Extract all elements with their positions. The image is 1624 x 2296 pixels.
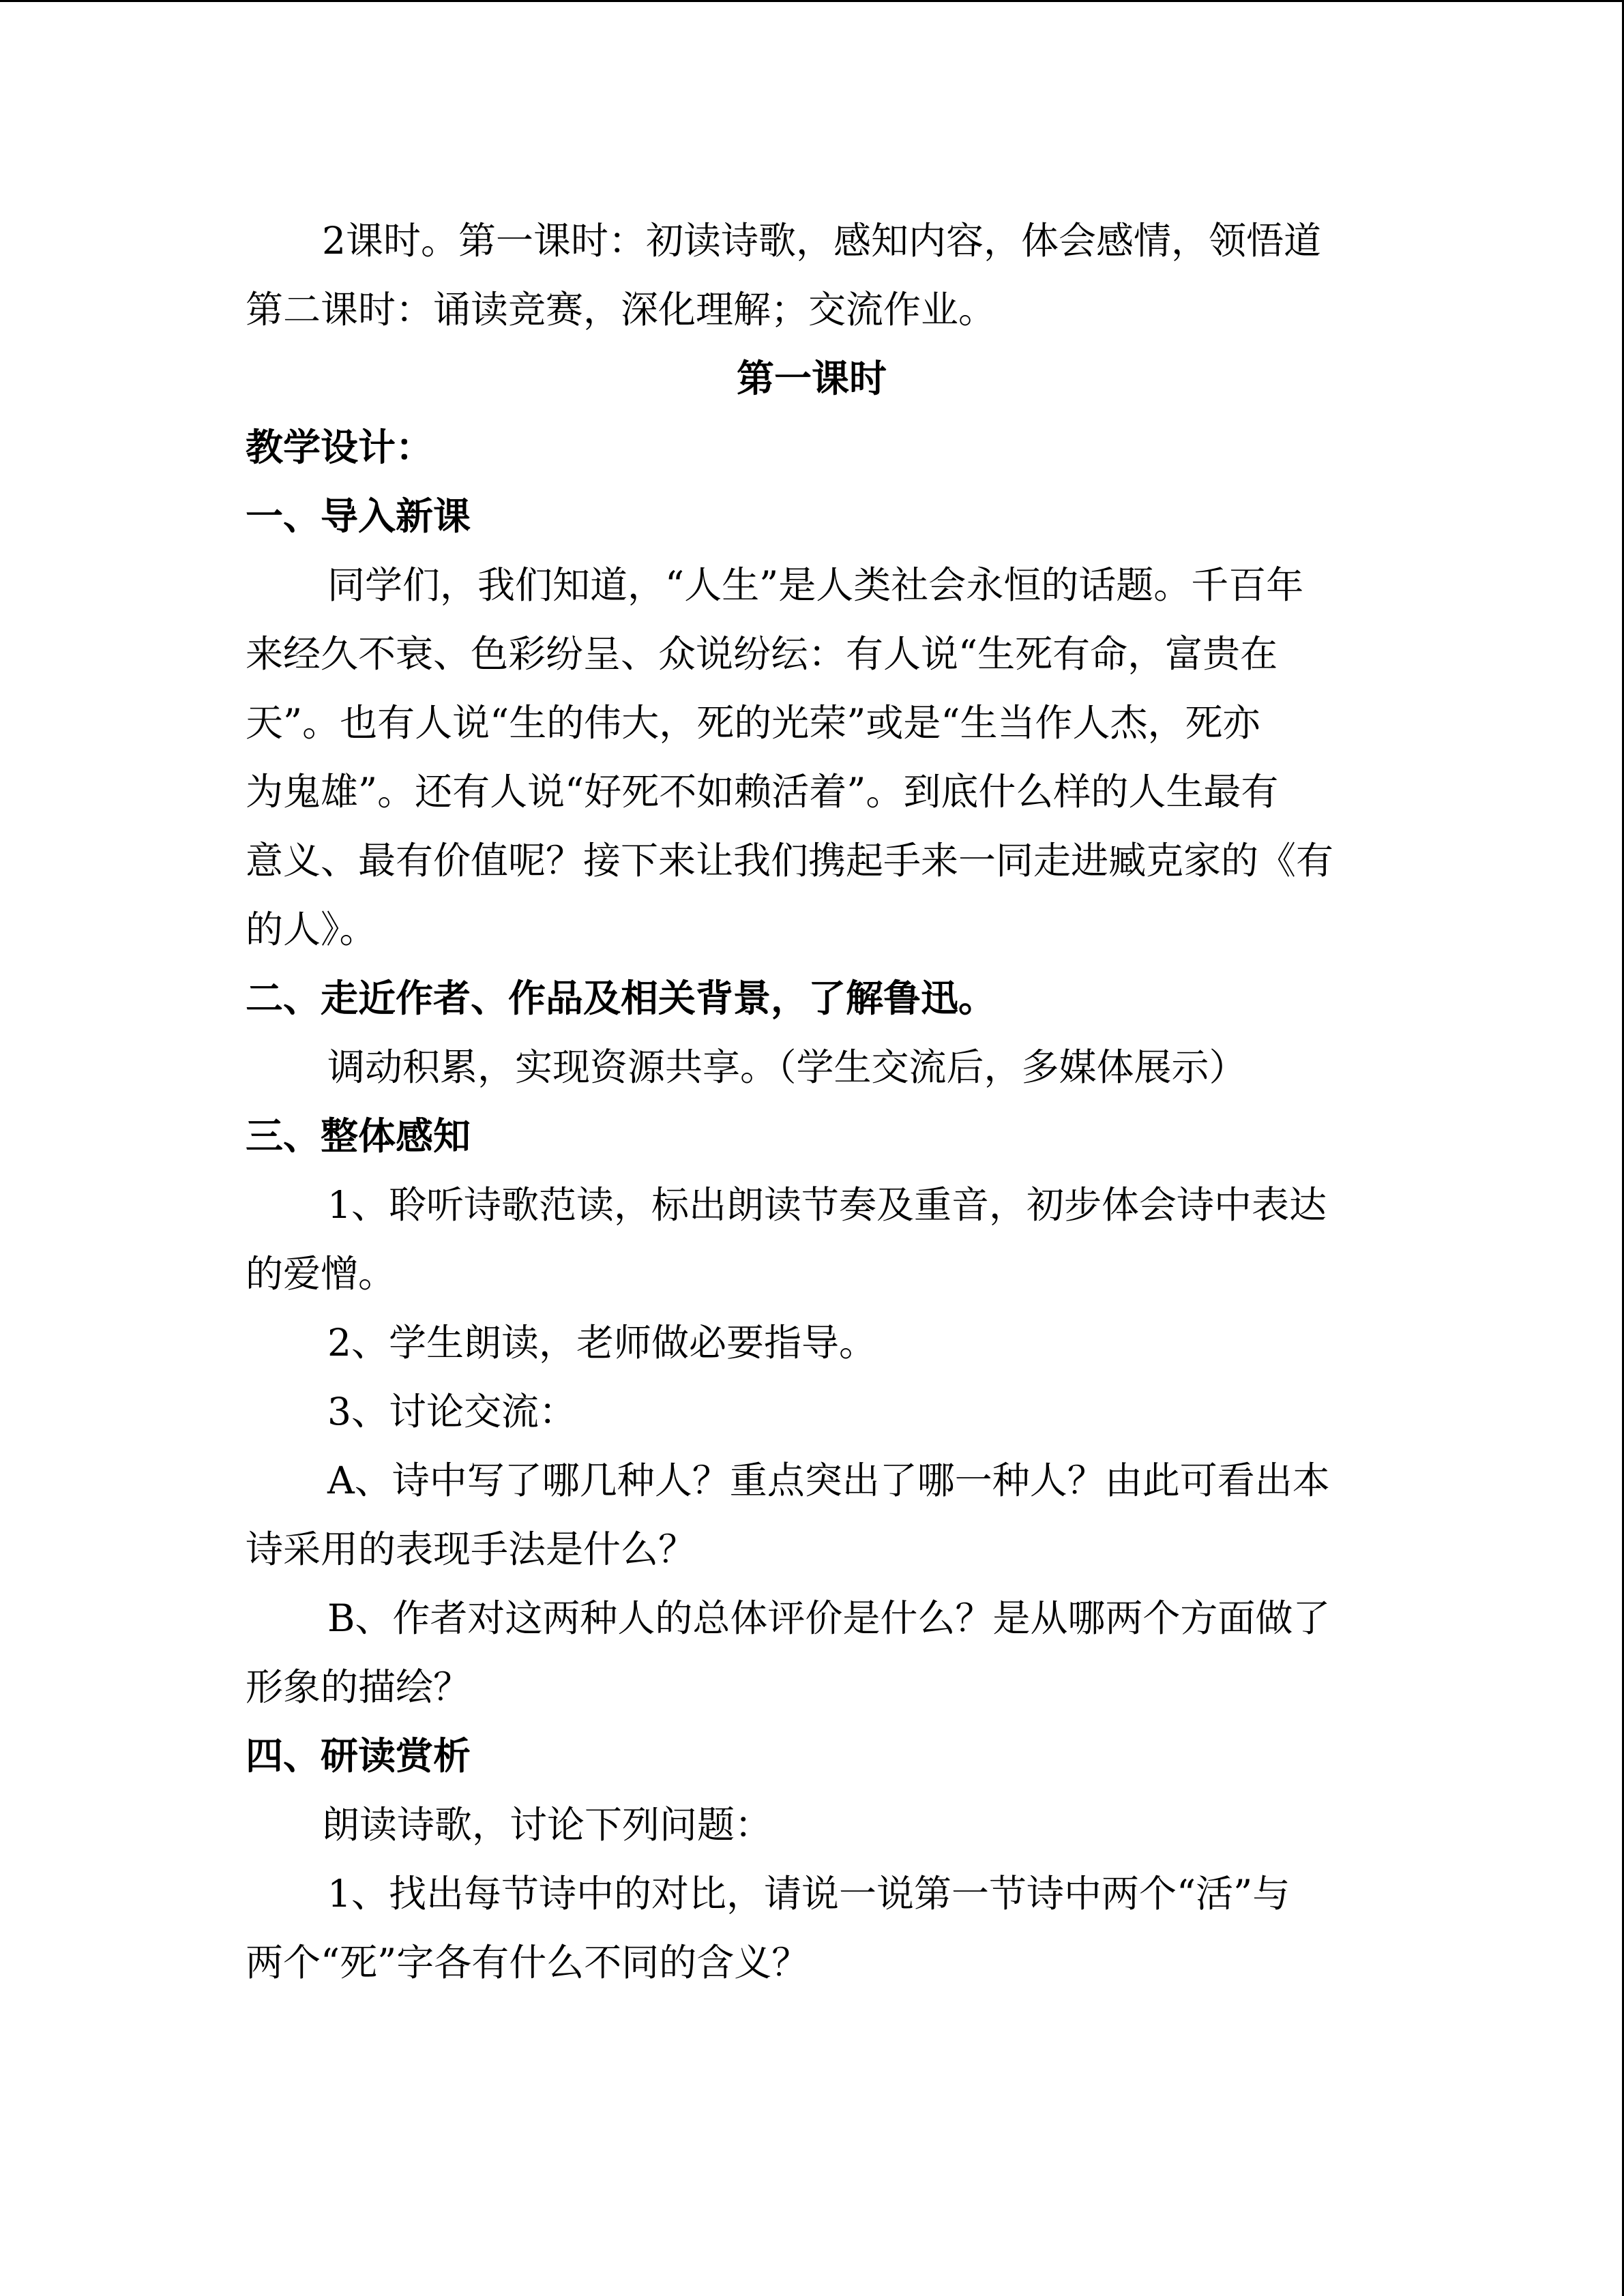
paragraph-line: 调动积累，实现资源共享。（学生交流后，多媒体展示） [327, 1045, 1247, 1089]
paragraph-line: 的人》。 [246, 908, 377, 951]
paragraph-line: 诗采用的表现手法是什么？ [246, 1527, 696, 1571]
section-heading-author: 二、走近作者、作品及相关背景，了解鲁迅。 [246, 976, 996, 1020]
lesson-title: 第一课时 [736, 357, 887, 400]
paragraph-line: B、作者对这两种人的总体评价是什么？是从哪两个方面做了 [327, 1596, 1331, 1640]
paragraph-line: 第二课时：诵读竞赛，深化理解；交流作业。 [246, 288, 996, 331]
paragraph-line: 天”。也有人说“生的伟大，死的光荣”或是“生当作人杰，死亦 [246, 701, 1260, 745]
paragraph-line: A、诗中写了哪几种人？重点突出了哪一种人？由此可看出本 [327, 1459, 1330, 1502]
paragraph-line: 2课时。第一课时：初读诗歌，感知内容，体会感情，领悟道 [322, 219, 1321, 263]
paragraph-line: 3、讨论交流： [327, 1390, 576, 1433]
paragraph-line: 两个“死”字各有什么不同的含义？ [246, 1941, 810, 1984]
paragraph-line: 2、学生朗读，老师做必要指导。 [327, 1321, 876, 1365]
section-heading-intro: 一、导入新课 [246, 494, 471, 538]
paragraph-line: 意义、最有价值呢？接下来让我们携起手来一同走进臧克家的《有 [246, 839, 1334, 882]
paragraph-line: 形象的描绘？ [246, 1665, 471, 1709]
document-body [246, 207, 1391, 1997]
paragraph-line: 朗读诗歌，讨论下列问题： [322, 1803, 773, 1847]
paragraph-line: 1、聆听诗歌范读，标出朗读节奏及重音，初步体会诗中表达 [327, 1183, 1327, 1227]
paragraph-line: 来经久不衰、色彩纷呈、众说纷纭：有人说“生死有命，富贵在 [246, 632, 1278, 676]
design-heading: 教学设计： [246, 426, 434, 469]
section-heading-analysis: 四、研读赏析 [246, 1734, 471, 1778]
paragraph-line: 的爱憎。 [246, 1252, 396, 1296]
paragraph-line: 同学们，我们知道，“人生”是人类社会永恒的话题。千百年 [327, 563, 1304, 607]
section-heading-overview: 三、整体感知 [246, 1114, 471, 1158]
paragraph-line: 1、找出每节诗中的对比，请说一说第一节诗中两个“活”与 [327, 1872, 1290, 1915]
paragraph-line: 为鬼雄”。还有人说“好死不如赖活着”。到底什么样的人生最有 [246, 770, 1279, 814]
